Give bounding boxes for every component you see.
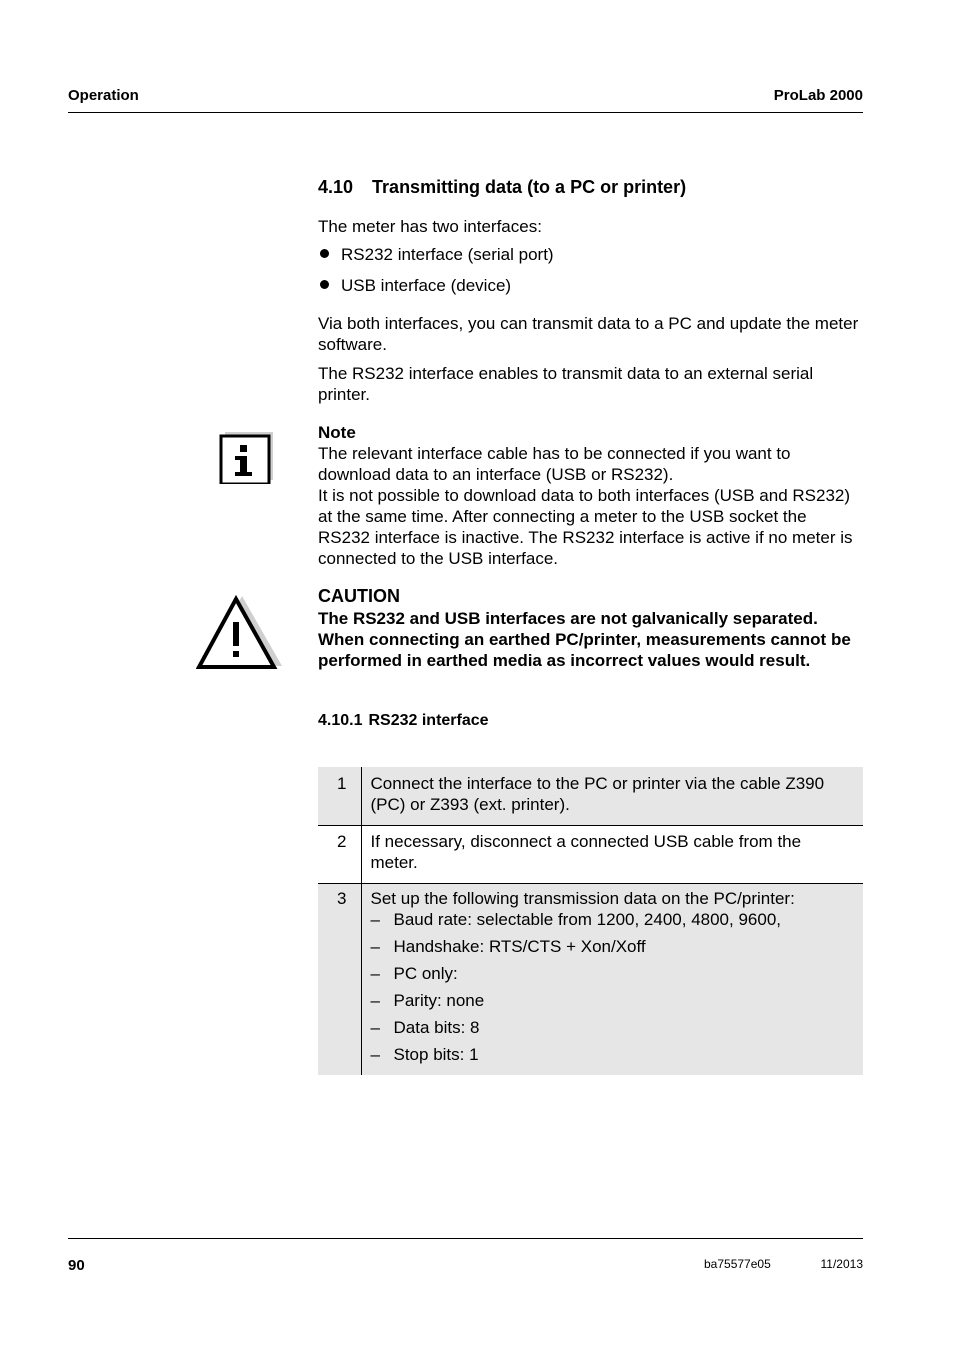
step-number: 3 (318, 884, 361, 1076)
steps-table (318, 767, 863, 1075)
document-date: 11/2013 (820, 1257, 863, 1271)
bullet-icon (320, 249, 329, 258)
list-item: – Baud rate: selectable from 1200, 2400, 4800, 9600, (370, 910, 781, 929)
info-icon (219, 430, 275, 484)
caution-body: The RS232 and USB interfaces are not galvanically separated. When connecting an earthed PC/printer, measurements cannot be performed in earthed media as incorrect values would result. (318, 609, 851, 670)
section-heading (318, 177, 686, 198)
section-title: Transmitting data (to a PC or printer) (372, 177, 687, 197)
caution-title: CAUTION (318, 586, 400, 606)
step-text: Set up the following transmission data on the PC/printer: – Baud rate: selectable from 1200, 2400, 4800, 9600, – Handshake: RTS/CTS + Xon/Xoff – PC only: – Parity: none – Data bits: 8 – Stop bits: 1 (361, 884, 863, 1076)
step-text: If necessary, disconnect a connected USB cable from the meter. (361, 826, 863, 884)
table-row (318, 826, 863, 884)
note-body: The relevant interface cable has to be connected if you want to download data to an interface (USB or RS232). It is not possible to download data to both interfaces (USB and RS232) at the same time. After connecting a meter to the USB socket the RS232 interface is inactive. The RS232 interface is active if no meter is connected to the USB interface. (318, 444, 853, 568)
header-product-name: ProLab 2000 (773, 87, 863, 104)
intro-text: The meter has two interfaces: (318, 217, 542, 236)
section-number: 4.10 (318, 177, 354, 197)
step-number: 2 (318, 826, 361, 884)
subsection-number: 4.10.1 (318, 712, 363, 729)
note-title: Note (318, 423, 356, 442)
list-item: – Stop bits: 1 (370, 1045, 479, 1064)
header-rule (68, 112, 863, 113)
paragraph-interfaces: Via both interfaces, you can transmit data to a PC and update the meter software. (318, 314, 859, 354)
subsection-heading (318, 712, 489, 730)
page-number: 90 (68, 1257, 85, 1274)
list-item: – Parity: none (370, 991, 485, 1010)
bullet-icon (320, 280, 329, 289)
document-id: ba75577e05 (704, 1257, 771, 1271)
step-text: Connect the interface to the PC or printer via the cable Z390 (PC) or Z393 (ext. printer). (361, 767, 863, 826)
paragraph-printer: The RS232 interface enables to transmit data to an external serial printer. (318, 364, 814, 404)
header-section-title: Operation (68, 87, 139, 104)
table-row (318, 767, 863, 826)
list-item: – Data bits: 8 (370, 1018, 480, 1037)
list-item: – PC only: (370, 964, 458, 983)
table-row (318, 884, 863, 1076)
list-item: – Handshake: RTS/CTS + Xon/Xoff (370, 937, 646, 956)
footer-rule (68, 1238, 863, 1239)
bullet-item: USB interface (device) (341, 276, 512, 295)
subsection-title: RS232 interface (368, 712, 489, 729)
bullet-item: RS232 interface (serial port) (341, 245, 554, 264)
step-number: 1 (318, 767, 361, 826)
warning-triangle-icon (196, 592, 286, 672)
